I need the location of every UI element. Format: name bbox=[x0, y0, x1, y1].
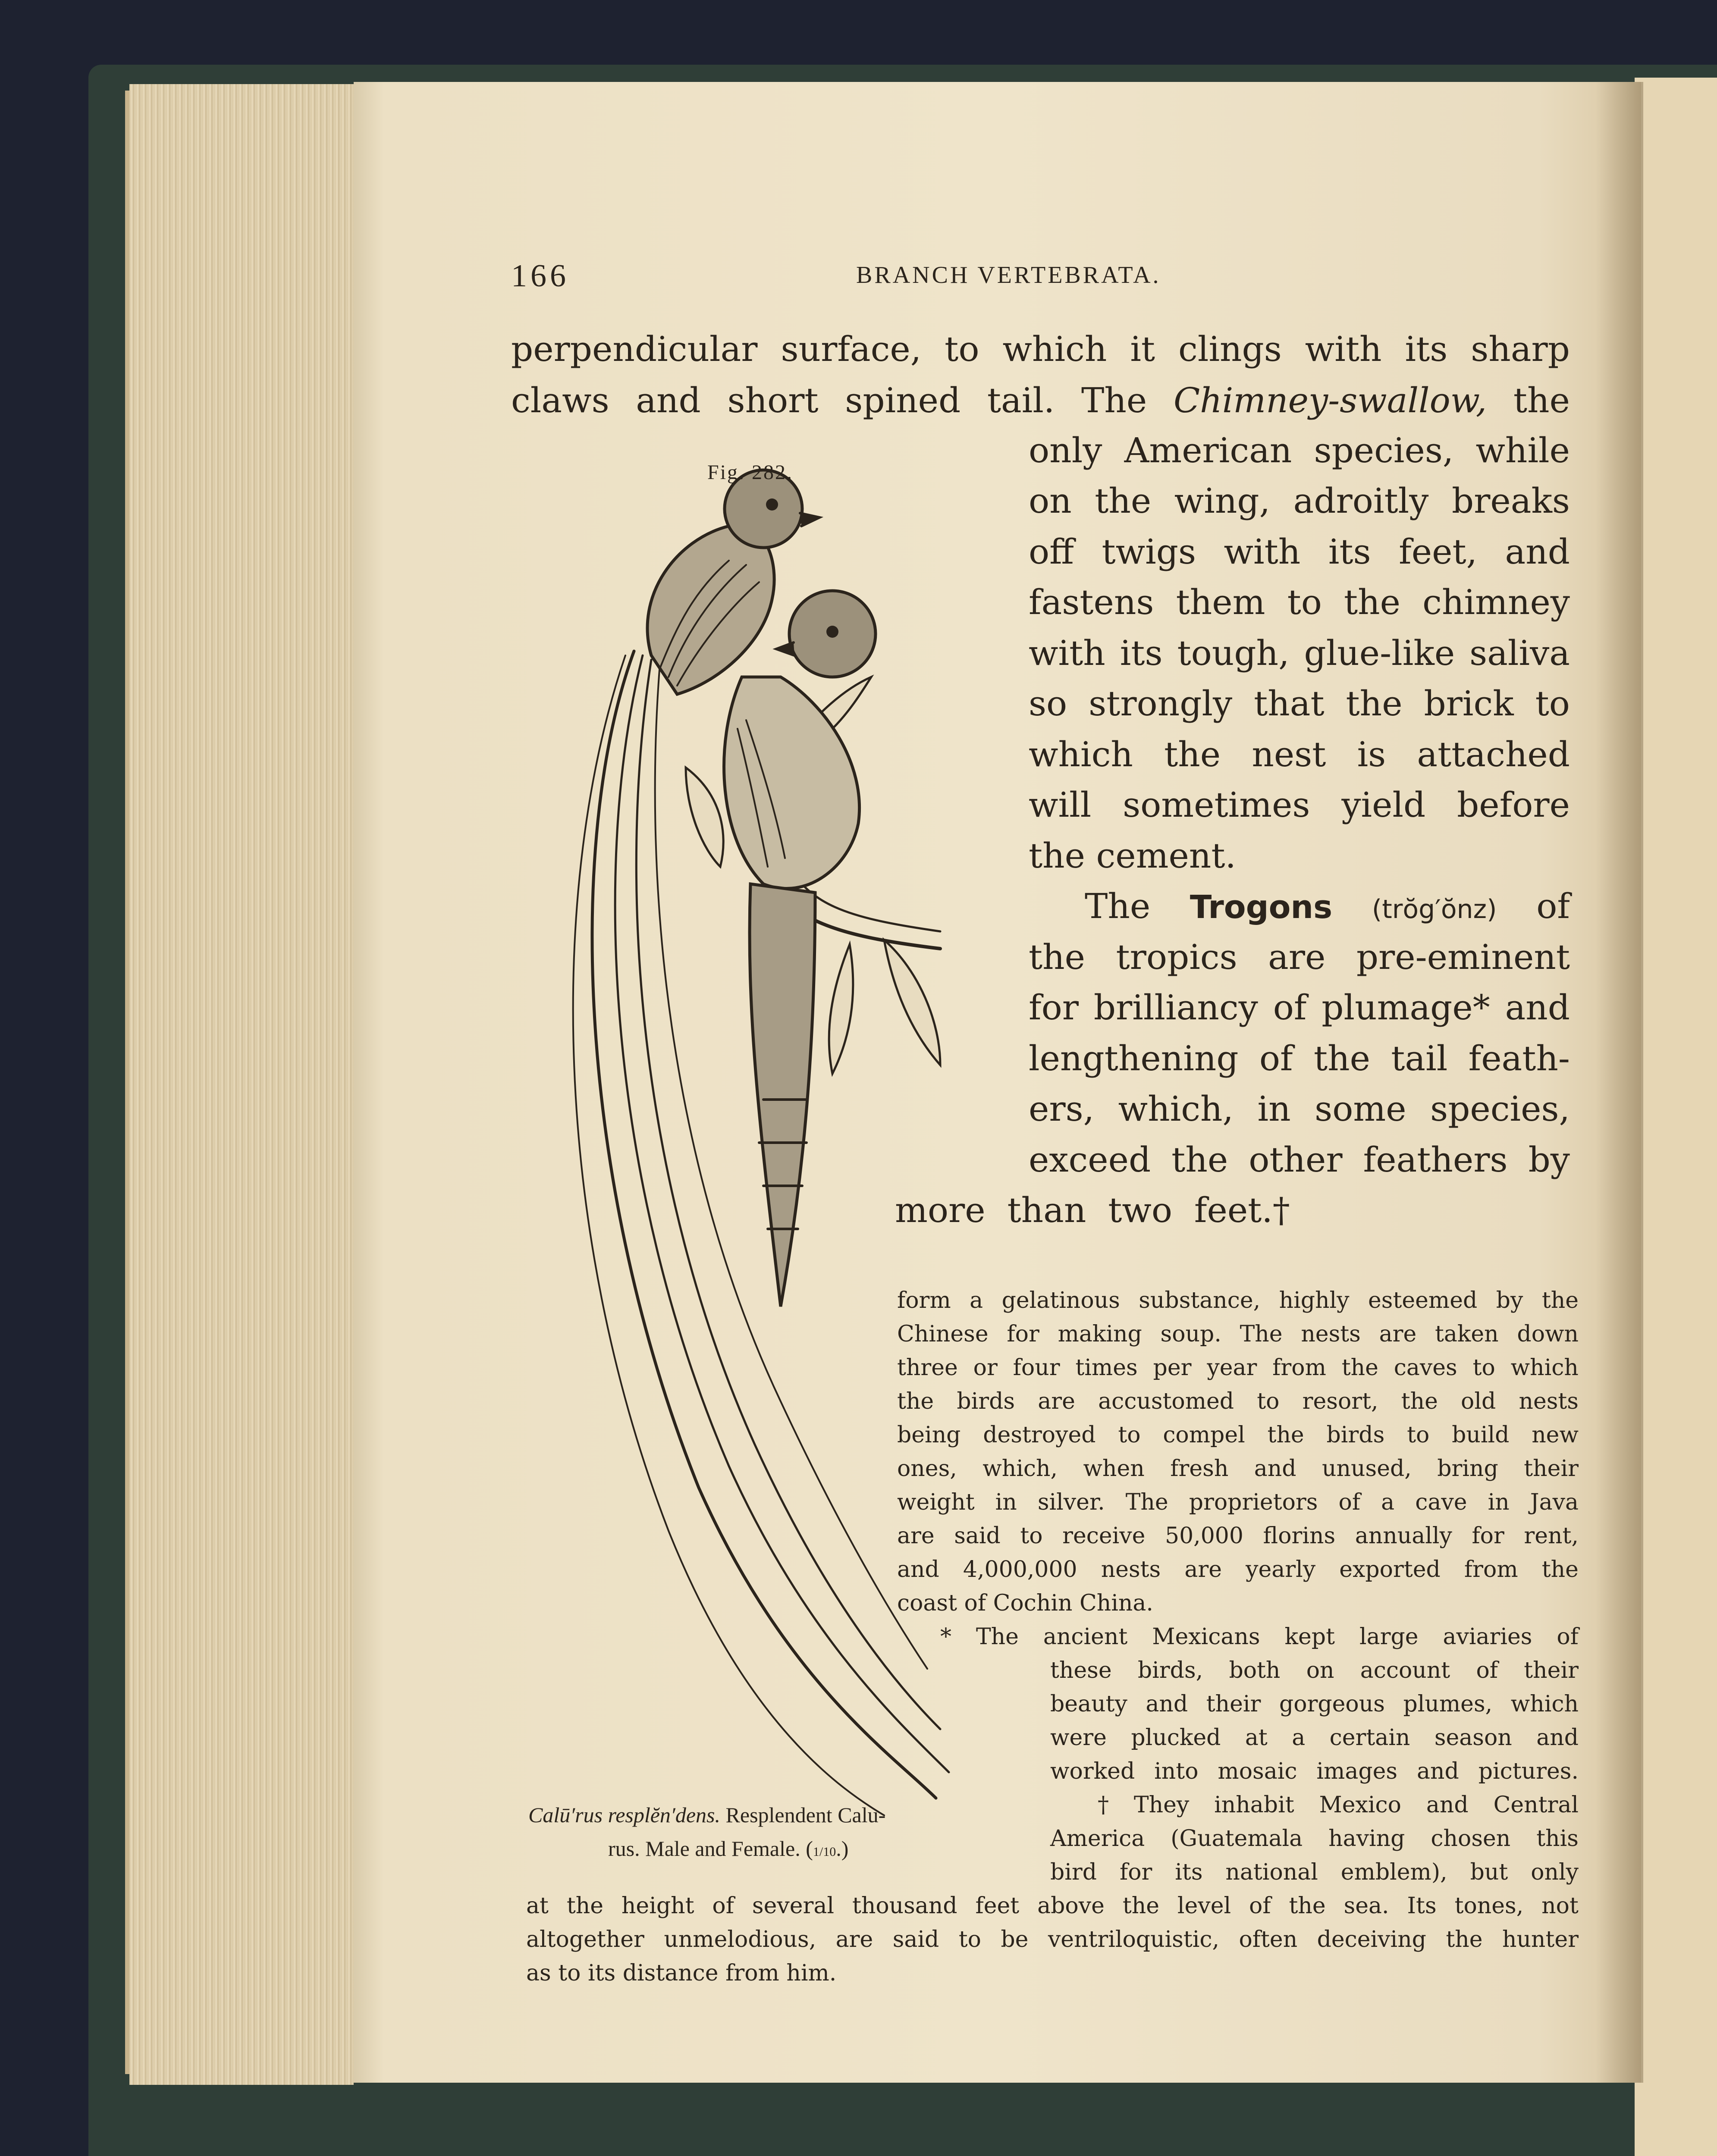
page-number: 166 bbox=[511, 258, 569, 294]
caption-common-name: Resplendent Calu- bbox=[720, 1803, 886, 1827]
footnote-line: form a gelatinous substance, highly esteemed by the bbox=[897, 1288, 1579, 1313]
footnote-line: at the height of several thousand feet above the level of the sea. Its tones, not bbox=[526, 1893, 1579, 1919]
body-line: so strongly that the brick to bbox=[1029, 683, 1570, 724]
body-line-trogons: The Trogons (trŏg′ŏnz) of bbox=[1085, 886, 1570, 926]
body-line: with its tough, glue-like saliva bbox=[1029, 633, 1570, 673]
chimney-swallow-term: Chimney-swallow, bbox=[1173, 380, 1487, 420]
caption-text: rus. Male and Female. ( bbox=[608, 1836, 813, 1861]
male-body bbox=[647, 525, 774, 694]
body-line: only American species, while bbox=[1029, 430, 1570, 470]
leaf bbox=[884, 940, 940, 1065]
figure-label: Fig. 282. bbox=[707, 461, 794, 484]
quetzal-illustration bbox=[505, 453, 1035, 1824]
page-stack bbox=[129, 84, 354, 2085]
body-line: claws and short spined tail. The Chimney-swallow, the bbox=[511, 380, 1570, 420]
footnote-habitat: † They inhabit Mexico and Central bbox=[1098, 1792, 1579, 1818]
footnote-aviaries: * The ancient Mexicans kept large aviaries of bbox=[940, 1624, 1579, 1650]
body-line: the tropics are pre-eminent bbox=[1029, 937, 1570, 977]
body-line: the cement. bbox=[1029, 836, 1236, 876]
body-line: will sometimes yield before bbox=[1029, 785, 1570, 825]
body-line: off twigs with its feet, and bbox=[1029, 532, 1570, 572]
body-line: for brilliancy of plumage* and bbox=[1029, 987, 1570, 1028]
caption-species-name: Calū′rus resplĕn′dens. bbox=[528, 1803, 721, 1827]
body-line: ers, which, in some species, bbox=[1029, 1089, 1570, 1129]
body-line: more than two feet.† bbox=[895, 1190, 1290, 1230]
trogons-pronunciation: (trŏg′ŏnz) bbox=[1372, 894, 1497, 924]
footnote-line: weight in silver. The proprietors of a cave in Java bbox=[897, 1489, 1579, 1515]
footnote-line: the birds are accustomed to resort, the old nests bbox=[897, 1388, 1579, 1414]
footnote-line: Chinese for making soup. The nests are taken down bbox=[897, 1321, 1579, 1347]
body-line: lengthening of the tail feath- bbox=[1029, 1038, 1570, 1078]
footnote-line: worked into mosaic images and pictures. bbox=[1050, 1758, 1579, 1784]
body-line: exceed the other feathers by bbox=[1029, 1140, 1570, 1180]
footnote-line: and 4,000,000 nests are yearly exported from the bbox=[897, 1557, 1579, 1583]
footnote-line: altogether unmelodious, are said to be ventriloquistic, often deceiving the hunter bbox=[526, 1927, 1579, 1952]
footnote-line: as to its distance from him. bbox=[526, 1960, 837, 1986]
footnote-line: beauty and their gorgeous plumes, which bbox=[1050, 1691, 1579, 1717]
body-line: perpendicular surface, to which it clings with its sharp bbox=[511, 329, 1570, 369]
facing-page-edge bbox=[1635, 78, 1717, 2156]
figure-caption-line2 bbox=[608, 1836, 848, 1861]
leaf bbox=[829, 944, 853, 1074]
body-line: which the nest is attached bbox=[1029, 734, 1570, 774]
running-title: BRANCH VERTEBRATA. bbox=[856, 262, 1161, 288]
female-tail bbox=[750, 884, 815, 1307]
footnote-line: were plucked at a certain season and bbox=[1050, 1725, 1579, 1751]
figure-caption-line1 bbox=[528, 1802, 885, 1827]
footnote-line: being destroyed to compel the birds to build new bbox=[897, 1422, 1579, 1448]
page-gutter-shadow bbox=[1596, 82, 1643, 2083]
body-line: on the wing, adroitly breaks bbox=[1029, 481, 1570, 521]
footnote-line: ones, which, when fresh and unused, bring their bbox=[897, 1456, 1579, 1482]
caption-fraction: 1/10 bbox=[813, 1845, 836, 1859]
footnote-line: coast of Cochin China. bbox=[897, 1590, 1153, 1616]
footnote-line: bird for its national emblem), but only bbox=[1050, 1859, 1579, 1885]
trogons-term: Trogons bbox=[1190, 889, 1333, 926]
footnote-line: are said to receive 50,000 florins annually for rent, bbox=[897, 1523, 1579, 1549]
footnote-line: three or four times per year from the caves to which bbox=[897, 1355, 1579, 1381]
footnote-line: America (Guatemala having chosen this bbox=[1050, 1826, 1579, 1852]
caption-close: .) bbox=[836, 1836, 849, 1861]
footnote-line: these birds, both on account of their bbox=[1050, 1658, 1579, 1683]
leaf bbox=[686, 768, 723, 867]
body-line: fastens them to the chimney bbox=[1029, 582, 1570, 622]
